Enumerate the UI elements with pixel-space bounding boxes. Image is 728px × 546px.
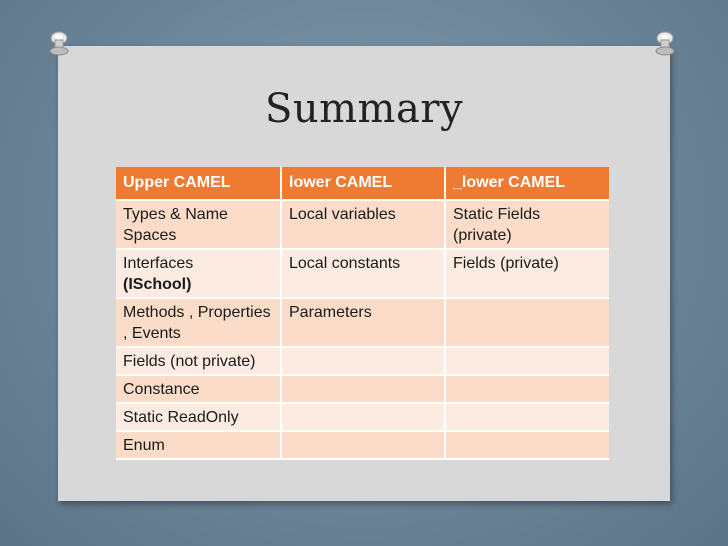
table-cell: Fields (private) (445, 249, 609, 298)
cell-text: Constance (123, 381, 200, 398)
table-cell (445, 347, 609, 375)
table-cell (445, 431, 609, 459)
table-cell (116, 431, 281, 459)
cell-text: Static ReadOnly (123, 409, 239, 426)
pushpin-icon (654, 30, 676, 60)
table-row (116, 200, 609, 249)
table-row (116, 347, 609, 375)
table-cell: Static Fields (private) (445, 200, 609, 249)
table-cell (281, 403, 445, 431)
naming-convention-table (116, 167, 609, 460)
table-header-row (116, 167, 609, 200)
cell-text: Enum (123, 437, 165, 454)
table-row (116, 403, 609, 431)
slide-title: Summary (264, 86, 464, 132)
header-lower-camel: lower CAMEL (281, 167, 445, 200)
table-row (116, 375, 609, 403)
table-cell: Parameters (281, 298, 445, 347)
table-cell (116, 403, 281, 431)
cell-text: Fields (not private) (123, 353, 256, 370)
header-underscore-lower-camel: _lower CAMEL (445, 167, 609, 200)
table-cell (281, 431, 445, 459)
table-cell (445, 375, 609, 403)
table-cell (445, 403, 609, 431)
table-cell (116, 375, 281, 403)
table-cell (116, 200, 281, 249)
table-cell: Local constants (281, 249, 445, 298)
table-cell (116, 298, 281, 347)
table-cell (116, 347, 281, 375)
table-cell: Local variables (281, 200, 445, 249)
table-row (116, 298, 609, 347)
pushpin-icon (48, 30, 70, 60)
table-cell (281, 375, 445, 403)
cell-text: Types & Name Spaces (123, 206, 228, 244)
header-upper-camel: Upper CAMEL (116, 167, 281, 200)
cell-text: Interfaces (123, 255, 194, 272)
cell-text: Methods , Properties , Events (123, 304, 271, 342)
table-row (116, 431, 609, 459)
table-row (116, 249, 609, 298)
table-cell (445, 298, 609, 347)
table-cell (116, 249, 281, 298)
table-cell (281, 347, 445, 375)
cell-bold-text: (ISchool) (123, 276, 192, 293)
